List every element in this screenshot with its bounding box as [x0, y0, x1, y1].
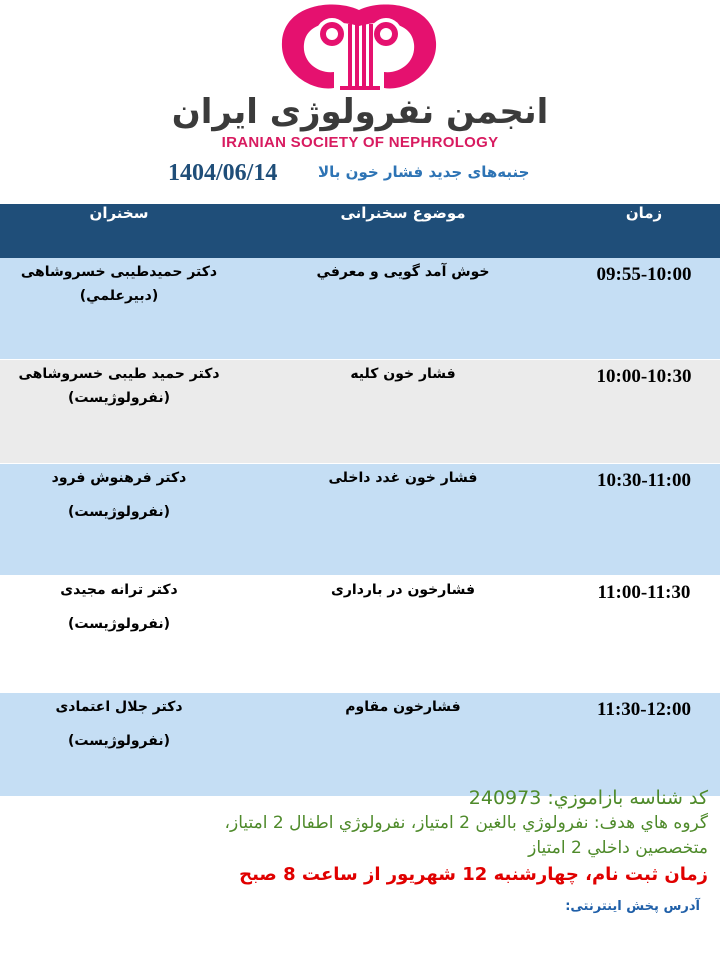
speaker-cell	[0, 464, 238, 575]
cme-code: کد شناسه بازاموزي: 240973	[468, 787, 708, 809]
schedule-table	[0, 204, 720, 796]
target-groups-line2: متخصصین داخلي 2 امتیاز	[528, 838, 708, 858]
table-row	[0, 693, 720, 796]
event-title: جنبه‌های جدید فشار خون بالا	[318, 163, 530, 181]
speaker-name: دکتر حمیدطیبی خسروشاهی	[20, 264, 218, 280]
footer-info	[8, 785, 708, 914]
org-name-persian: انجمن نفرولوژی ایران	[171, 92, 549, 132]
time-cell: 11:00-11:30	[568, 576, 720, 692]
table-row	[0, 576, 720, 692]
column-header-time: زمان	[625, 204, 663, 222]
topic-cell: خوش آمد گويی و معرفي	[238, 258, 568, 359]
target-groups-line1: گروه هاي هدف: نفرولوژي بالغین 2 امتیاز، نفرولوژي اطفال 2 امتیاز،	[224, 813, 708, 833]
speaker-role: (نفرولوژیست)	[68, 504, 170, 520]
time-cell: 11:30-12:00	[568, 693, 720, 796]
title-row	[0, 160, 720, 190]
table-row	[0, 464, 720, 575]
org-name-english: IRANIAN SOCIETY OF NEPHROLOGY	[221, 134, 499, 151]
speaker-cell	[0, 360, 238, 463]
speaker-name: دکتر ترانه مجیدی	[60, 582, 178, 598]
time-cell: 10:00-10:30	[568, 360, 720, 463]
column-header-speaker: سخنران	[89, 204, 149, 222]
table-row	[0, 258, 720, 359]
speaker-name: دکتر فرهنوش فرود	[51, 470, 187, 486]
column-header-topic: موضوع سخنرانی	[340, 204, 466, 222]
time-cell: 10:30-11:00	[568, 464, 720, 575]
table-row	[0, 360, 720, 463]
registration-time: زمان ثبت نام، چهارشنبه 12 شهریور از ساعت 8 صبح	[239, 864, 708, 885]
topic-cell: فشار خون کلیه	[238, 360, 568, 463]
speaker-name: دکتر جلال اعتمادی	[55, 699, 183, 715]
speaker-role: (نفرولوژیست)	[68, 616, 170, 632]
speaker-role: (دبیرعلمي)	[79, 288, 159, 304]
speaker-name: دکتر حمید طیبی خسروشاهی	[18, 366, 220, 382]
table-header-row	[0, 204, 720, 258]
stream-address-label: آدرس پخش اینترنتی:	[565, 899, 700, 914]
topic-cell: فشارخون مقاوم	[238, 693, 568, 796]
speaker-role: (نفرولوژیست)	[68, 733, 170, 749]
topic-cell: فشارخون در بارداری	[238, 576, 568, 692]
time-cell: 09:55-10:00	[568, 258, 720, 359]
speaker-cell	[0, 258, 238, 359]
society-logo	[274, 2, 444, 94]
speaker-cell	[0, 693, 238, 796]
event-date: 1404/06/14	[168, 160, 278, 186]
speaker-cell	[0, 576, 238, 692]
speaker-role: (نفرولوژیست)	[68, 390, 170, 406]
topic-cell: فشار خون غدد داخلی	[238, 464, 568, 575]
